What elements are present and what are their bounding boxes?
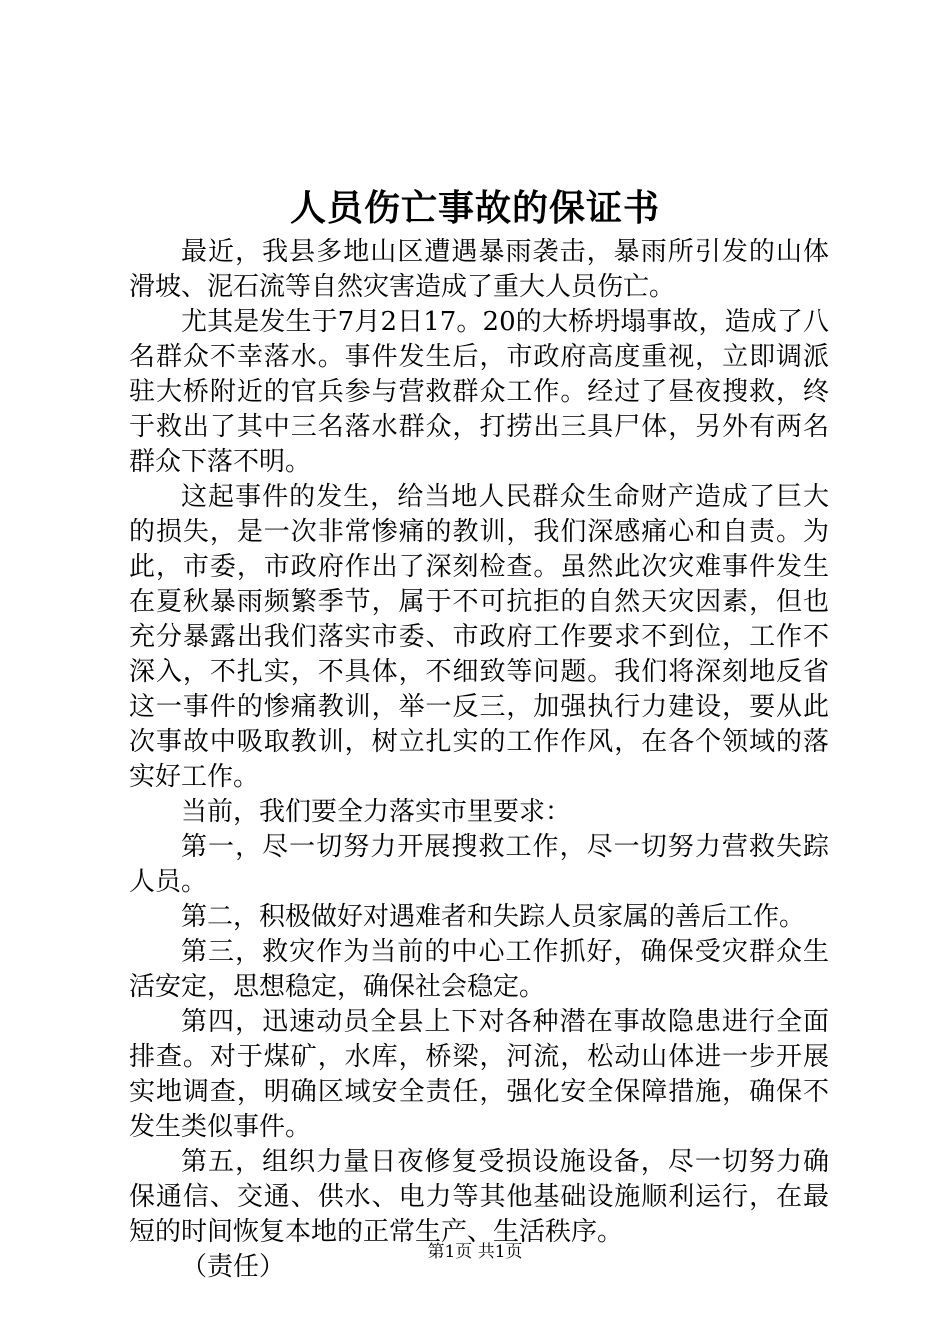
paragraph-2: 尤其是发生于7月2日17。20的大桥坍塌事故，造成了八名群众不幸落水。事件发生后，市政府高度重视，立即调派驻大桥附近的官兵参与营救群众工作。经过了昼夜搜救，终于救出了其中三名落水群众，打捞出三具尸体，另外有两名群众下落不明。	[129, 307, 829, 477]
paragraph-3: 这起事件的发生，给当地人民群众生命财产造成了巨大的损失，是一次非常惨痛的教训，我们深感痛心和自责。为此，市委，市政府作出了深刻检查。虽然此次灾难事件发生在夏秋暴雨频繁季节，属于不可抗拒的自然天灾因素，但也充分暴露出我们落实市委、市政府工作要求不到位，工作不深入，不扎实，不具体，不细致等问题。我们将深刻地反省这一事件的惨痛教训，举一反三，加强执行力建设，要从此次事故中吸取教训，树立扎实的工作作风，在各个领域的落实好工作。	[129, 482, 829, 792]
paragraph-6: 第二，积极做好对遇难者和失踪人员家属的善后工作。	[181, 902, 806, 932]
paragraph-10: （责任）	[181, 1252, 286, 1282]
paragraph-5: 第一，尽一切努力开展搜救工作，尽一切努力营救失踪人员。	[129, 832, 829, 897]
document-title: 人员伤亡事故的保证书	[289, 187, 660, 229]
document-body	[129, 235, 829, 1285]
page-footer: 第1页 共1页	[427, 1242, 523, 1262]
paragraph-7: 第三，救灾作为当前的中心工作抓好，确保受灾群众生活安定，思想稳定，确保社会稳定。	[129, 937, 829, 1002]
paragraph-9: 第五，组织力量日夜修复受损设施设备，尽一切努力确保通信、交通、供水、电力等其他基础设施顺利运行，在最短的时间恢复本地的正常生产、生活秩序。	[129, 1147, 829, 1247]
paragraph-1: 最近，我县多地山区遭遇暴雨袭击，暴雨所引发的山体滑坡、泥石流等自然灾害造成了重大人员伤亡。	[129, 237, 829, 302]
paragraph-4: 当前，我们要全力落实市里要求：	[181, 797, 572, 827]
paragraph-8: 第四，迅速动员全县上下对各种潜在事故隐患进行全面排查。对于煤矿，水库，桥梁，河流，松动山体进一步开展实地调查，明确区域安全责任，强化安全保障措施，确保不发生类似事件。	[129, 1007, 829, 1142]
